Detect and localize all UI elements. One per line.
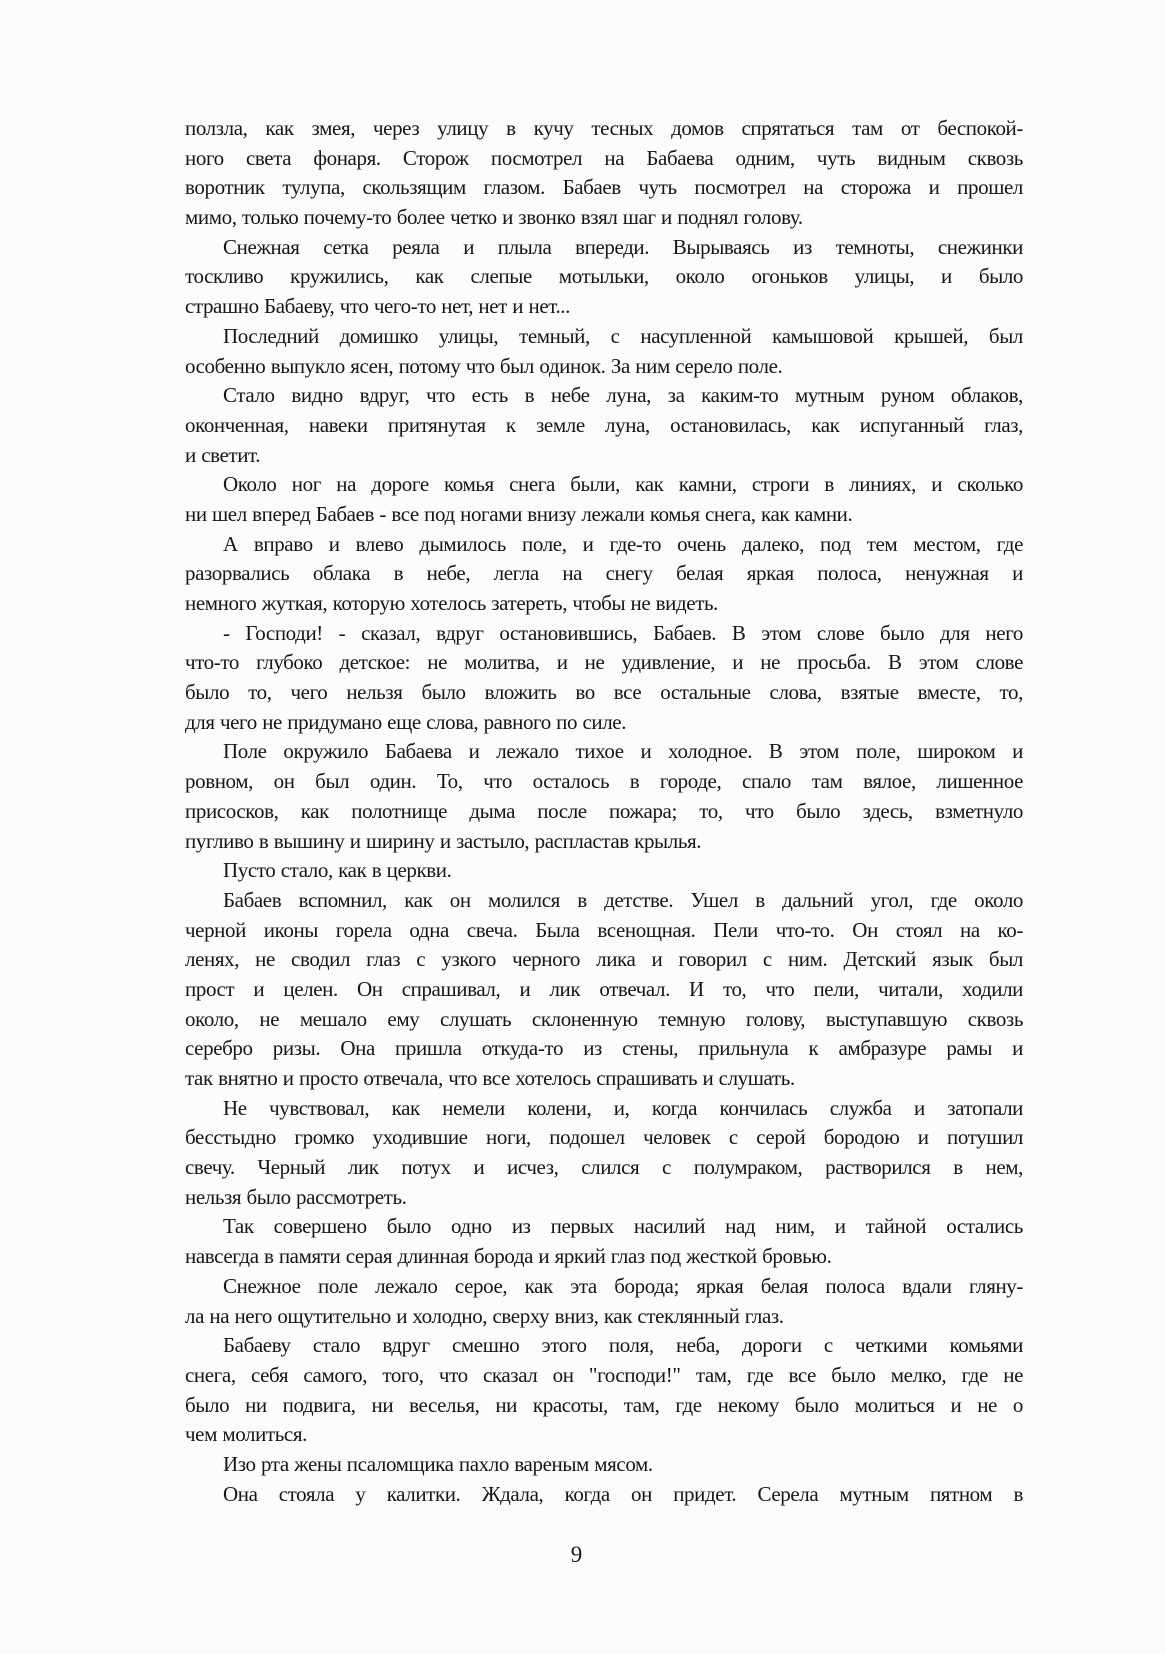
paragraph <box>185 737 1023 856</box>
text-line: Снежная сетка реяла и плыла впереди. Вырываясь из темноты, снежинки <box>223 234 1023 259</box>
paragraph <box>185 1272 1023 1331</box>
paragraph <box>185 1331 1023 1450</box>
text-line: особенно выпукло ясен, потому что был одинок. За ним серело поле. <box>185 353 783 378</box>
text-line: Она стояла у калитки. Ждала, когда он придет. Серела мутным пятном в <box>223 1481 1023 1506</box>
text-line: Так совершено было одно из первых насилий над ним, и тайной остались <box>223 1214 1023 1239</box>
text-line: ползла, как змея, через улицу в кучу тесных домов спрятаться там от беспокой- <box>185 116 1023 140</box>
paragraph <box>185 856 1023 886</box>
text-line: ровном, он был один. То, что осталось в городе, спало там вялое, лишенное <box>185 769 1023 794</box>
text-line: Стало видно вдруг, что есть в небе луна, за каким-то мутным руном облаков, <box>223 383 1023 408</box>
text-line: и светит. <box>185 442 261 467</box>
paragraph <box>185 1212 1023 1271</box>
paragraph <box>185 1480 1023 1510</box>
text-line: - Господи! - сказал, вдруг остановившись, Бабаев. В этом слове было для него <box>223 620 1023 645</box>
text-line: так внятно и просто отвечала, что все хотелось спрашивать и слушать. <box>185 1066 795 1090</box>
text-line: тоскливо кружились, как слепые мотыльки, около огоньков улицы, и было <box>185 264 1023 289</box>
text-line: ного света фонаря. Сторож посмотрел на Бабаева одним, чуть видным сквозь <box>185 145 1023 170</box>
text-line: бесстыдно громко уходившие ноги, подошел человек с серой бородою и потушил <box>185 1125 1023 1150</box>
text-line: ленях, не сводил глаз с узкого черного лика и говорил с ним. Детский язык был <box>185 947 1023 972</box>
text-line: оконченная, навеки притянутая к земле луна, остановилась, как испуганный глаз, <box>185 412 1023 437</box>
paragraph <box>185 322 1023 381</box>
text-line: прост и целен. Он спрашивал, и лик отвечал. И то, что пели, читали, ходили <box>185 976 1023 1001</box>
text-line: ла на него ощутительно и холодно, сверху вниз, как стеклянный глаз. <box>185 1303 784 1328</box>
paragraph <box>185 886 1023 1094</box>
text-line: Бабаев вспомнил, как он молился в детстве. Ушел в дальний угол, где около <box>223 887 1023 912</box>
text-line: черной иконы горела одна свеча. Была всенощная. Пели что-то. Он стоял на ко- <box>185 917 1023 942</box>
paragraph <box>185 619 1023 738</box>
text-line: Снежное поле лежало серое, как эта борода; яркая белая полоса вдали гляну- <box>223 1273 1023 1298</box>
text-line: около, не мешало ему слушать склоненную темную голову, выступавшую сквозь <box>185 1006 1023 1031</box>
text-line: было то, чего нельзя было вложить во все остальные слова, взятые вместе, то, <box>185 680 1023 705</box>
text-line: что-то глубоко детское: не молитва, и не удивление, и не просьба. В этом слове <box>185 650 1023 675</box>
text-line: серебро ризы. Она пришла откуда-то из стены, прильнула к амбразуре рамы и <box>185 1036 1023 1061</box>
text-line: свечу. Черный лик потух и исчез, слился с полумраком, растворился в нем, <box>185 1155 1023 1180</box>
text-line: Поле окружило Бабаева и лежало тихое и холодное. В этом поле, широком и <box>223 739 1023 764</box>
text-line: мимо, только почему-то более четко и звонко взял шаг и поднял голову. <box>185 205 803 230</box>
text-line: Изо рта жены псаломщика пахло вареным мясом. <box>223 1451 653 1476</box>
text-line: разорвались облака в небе, легла на снегу белая яркая полоса, ненужная и <box>185 561 1023 586</box>
paragraph <box>185 530 1023 619</box>
text-line: для чего не придумано еще слова, равного по силе. <box>185 709 627 734</box>
text-line: Не чувствовал, как немели колени, и, когда кончилась служба и затопали <box>223 1095 1023 1120</box>
paragraph <box>185 470 1023 529</box>
paragraph <box>185 114 1023 233</box>
text-line: снега, себя самого, того, что сказал он "господи!" там, где все было мелко, где не <box>185 1362 1023 1387</box>
text-line: пугливо в вышину и ширину и застыло, распластав крылья. <box>185 828 702 853</box>
text-line: Последний домишко улицы, темный, с насупленной камышовой крышей, был <box>223 323 1023 348</box>
text-line: А вправо и влево дымилось поле, и где-то очень далеко, под тем местом, где <box>223 531 1023 556</box>
paragraph <box>185 233 1023 322</box>
page-number: 9 <box>570 1542 583 1567</box>
text-line: ни шел вперед Бабаев - все под ногами внизу лежали комья снега, как камни. <box>185 501 853 526</box>
text-line: чем молиться. <box>185 1422 307 1447</box>
text-line: немного жуткая, которую хотелось затереть, чтобы не видеть. <box>185 591 718 615</box>
text-line: страшно Бабаеву, что чего-то нет, нет и нет... <box>185 294 571 319</box>
text-line: было ни подвига, ни веселья, ни красоты, там, где некому было молиться и не о <box>185 1392 1023 1417</box>
text-line: Около ног на дороге комья снега были, как камни, строги в линиях, и сколько <box>223 472 1023 497</box>
text-line: воротник тулупа, скользящим глазом. Бабаев чуть посмотрел на сторожа и прошел <box>185 175 1023 200</box>
text-line: навсегда в памяти серая длинная борода и яркий глаз под жесткой бровью. <box>185 1244 832 1269</box>
paragraph <box>185 1450 1023 1480</box>
text-line: Бабаеву стало вдруг смешно этого поля, неба, дороги с четкими комьями <box>223 1333 1023 1358</box>
text-line: присосков, как полотнище дыма после пожара; то, что было здесь, взметнуло <box>185 798 1023 823</box>
text-line: Пусто стало, как в церкви. <box>223 858 452 883</box>
text-block <box>185 114 1023 1509</box>
text-line: нельзя было рассмотреть. <box>185 1184 407 1209</box>
paragraph <box>185 381 1023 470</box>
paragraph <box>185 1094 1023 1213</box>
